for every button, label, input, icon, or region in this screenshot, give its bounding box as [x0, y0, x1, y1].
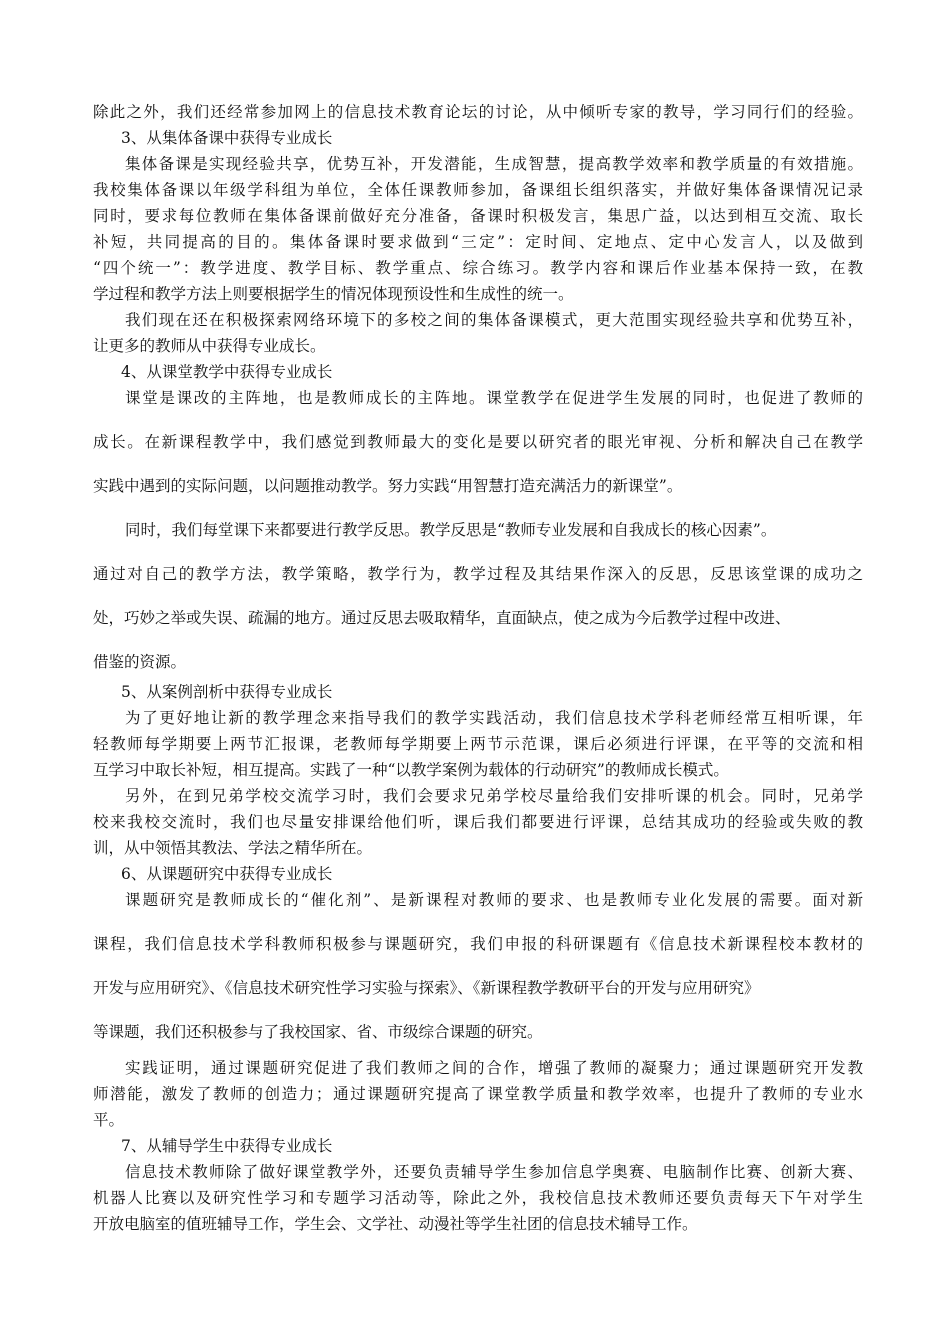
paragraph-line: “四个统一”：教学进度、教学目标、教学重点、综合练习。教学内容和课后作业基本保持一致，在教	[93, 259, 863, 277]
paragraph-line: 师潜能，激发了教师的创造力；通过课题研究提高了课堂教学质量和教学效率，也提升了教师的专业水	[93, 1085, 863, 1103]
paragraph-line: 信息技术教师除了做好课堂教学外，还要负责辅导学生参加信息学奥赛、电脑制作比赛、创新大赛、	[125, 1163, 863, 1181]
paragraph-line: 开发与应用研究》、《信息技术研究性学习实验与探索》、《新课程教学教研平台的开发与应用研究》	[93, 979, 760, 997]
section-heading-6: 6、从课题研究中获得专业成长	[121, 865, 333, 883]
paragraph-line: 轻教师每学期要上两节汇报课，老教师每学期要上两节示范课，课后必须进行评课，在平等的交流和相	[93, 735, 863, 753]
paragraph-line: 学过程和教学方法上则要根据学生的情况体现预设性和生成性的统一。	[93, 285, 574, 303]
paragraph-line: 课程，我们信息技术学科教师积极参与课题研究，我们申报的科研课题有《信息技术新课程校本教材的	[93, 935, 863, 953]
paragraph-line: 实践中遇到的实际问题，以问题推动教学。努力实践“用智慧打造充满活力的新课堂”。	[93, 477, 683, 495]
paragraph-line: 同时，要求每位教师在集体备课前做好充分准备，备课时积极发言，集思广益，以达到相互交流、取长	[93, 207, 863, 225]
paragraph-line: 另外，在到兄弟学校交流学习时，我们会要求兄弟学校尽量给我们安排听课的机会。同时，兄弟学	[125, 787, 863, 805]
paragraph-line: 平。	[93, 1111, 125, 1129]
paragraph-line: 处，巧妙之举或失误、疏漏的地方。通过反思去吸取精华，直面缺点，使之成为今后教学过程中改进、	[93, 609, 791, 627]
section-heading-4: 4、从课堂教学中获得专业成长	[121, 363, 333, 381]
paragraph-line: 让更多的教师从中获得专业成长。	[93, 337, 326, 355]
paragraph-line: 课题研究是教师成长的“催化剂”、是新课程对教师的要求、也是教师专业化发展的需要。面对新	[125, 891, 863, 909]
paragraph-line: 开放电脑室的值班辅导工作，学生会、文学社、动漫社等学生社团的信息技术辅导工作。	[93, 1215, 698, 1233]
paragraph-line: 机器人比赛以及研究性学习和专题学习活动等，除此之外，我校信息技术教师还要负责每天下午对学生	[93, 1189, 863, 1207]
paragraph-line: 课堂是课改的主阵地，也是教师成长的主阵地。课堂教学在促进学生发展的同时，也促进了教师的	[125, 389, 863, 407]
paragraph-line: 我校集体备课以年级学科组为单位，全体任课教师参加，备课组长组织落实，并做好集体备课情况记录	[93, 181, 863, 199]
paragraph-line: 成长。在新课程教学中，我们感觉到教师最大的变化是要以研究者的眼光审视、分析和解决自己在教学	[93, 433, 863, 451]
paragraph-line: 实践证明，通过课题研究促进了我们教师之间的合作，增强了教师的凝聚力；通过课题研究开发教	[125, 1059, 863, 1077]
paragraph-line: 等课题，我们还积极参与了我校国家、省、市级综合课题的研究。	[93, 1023, 543, 1041]
section-heading-7: 7、从辅导学生中获得专业成长	[121, 1137, 333, 1155]
paragraph-line: 集体备课是实现经验共享，优势互补，开发潜能，生成智慧，提高教学效率和教学质量的有效措施。	[125, 155, 863, 173]
paragraph-line: 借鉴的资源。	[93, 653, 187, 671]
paragraph-line: 同时，我们每堂课下来都要进行教学反思。教学反思是“教师专业发展和自我成长的核心因素”。	[125, 521, 777, 539]
paragraph-line: 除此之外，我们还经常参加网上的信息技术教育论坛的讨论，从中倾听专家的教导，学习同行们的经验。	[93, 103, 863, 121]
paragraph-line: 为了更好地让新的教学理念来指导我们的教学实践活动，我们信息技术学科老师经常互相听课，年	[125, 709, 863, 727]
paragraph-line: 补短，共同提高的目的。集体备课时要求做到“三定”：定时间、定地点、定中心发言人，以及做到	[93, 233, 863, 251]
paragraph-line: 训，从中领悟其教法、学法之精华所在。	[93, 839, 373, 857]
section-heading-5: 5、从案例剖析中获得专业成长	[121, 683, 333, 701]
paragraph-line: 校来我校交流时，我们也尽量安排课给他们听，课后我们都要进行评课，总结其成功的经验或失败的教	[93, 813, 863, 831]
paragraph-line: 通过对自己的教学方法，教学策略，教学行为，教学过程及其结果作深入的反思，反思该堂课的成功之	[93, 565, 863, 583]
paragraph-line: 互学习中取长补短，相互提高。实践了一种“以教学案例为载体的行动研究”的教师成长模式。	[93, 761, 729, 779]
paragraph-line: 我们现在还在积极探索网络环境下的多校之间的集体备课模式，更大范围实现经验共享和优势互补，	[125, 311, 863, 329]
section-heading-3: 3、从集体备课中获得专业成长	[121, 129, 333, 147]
